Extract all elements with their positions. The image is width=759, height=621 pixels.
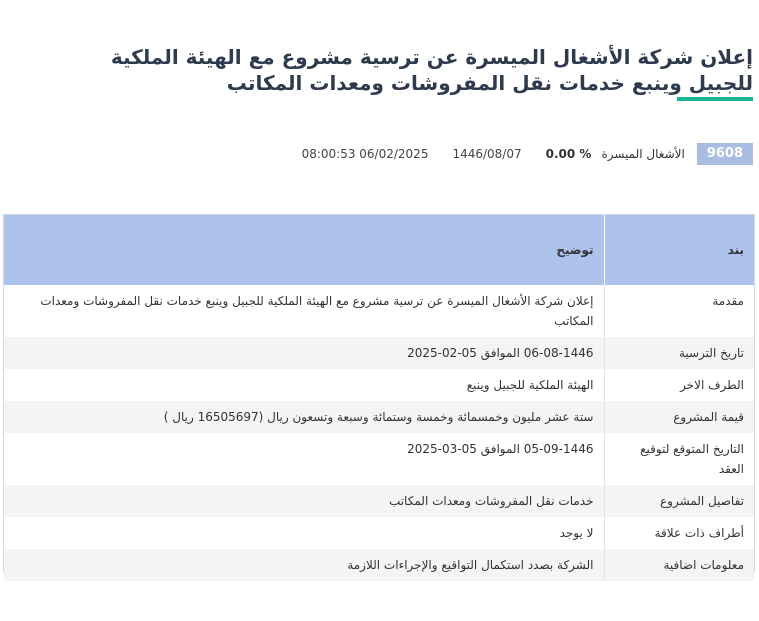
- change-percent: 0.00 %: [545, 147, 592, 161]
- row-key: أطراف ذات علاقة: [604, 517, 754, 549]
- row-value: لا يوجد: [4, 517, 604, 549]
- row-value: ستة عشر مليون وخمسمائة وخمسة وستمائة وسبعة وتسعون ريال (16505697 ريال ): [4, 401, 604, 433]
- table-header-row: [4, 215, 754, 285]
- table-row: [4, 401, 754, 433]
- table-row: [4, 433, 754, 485]
- row-key: تفاصيل المشروع: [604, 485, 754, 517]
- row-value: الهيئة الملكية للجبيل وينبع: [4, 369, 604, 401]
- table-row: [4, 285, 754, 337]
- gregorian-datetime: 08:00:53 06/02/2025: [301, 147, 429, 161]
- row-value: 06-08-1446 الموافق 05-02-2025: [4, 337, 604, 369]
- row-value: 05-09-1446 الموافق 05-03-2025: [4, 433, 604, 485]
- table-row: [4, 369, 754, 401]
- row-key: معلومات اضافية: [604, 549, 754, 581]
- hijri-date: 1446/08/07: [452, 147, 522, 161]
- header-value: توضيح: [4, 215, 604, 285]
- header-key: بند: [604, 215, 754, 285]
- row-key: قيمة المشروع: [604, 401, 754, 433]
- company-code-badge[interactable]: 9608: [697, 143, 753, 165]
- company-name[interactable]: الأشغال الميسرة: [601, 147, 685, 161]
- company-meta-bar: [302, 143, 753, 165]
- table-row: [4, 337, 754, 369]
- row-value: إعلان شركة الأشغال الميسرة عن ترسية مشروع مع الهيئة الملكية للجبيل وينبع خدمات نقل المفروشات ومعدات المكاتب: [4, 285, 604, 337]
- details-table-container: [3, 214, 755, 573]
- row-value: الشركة بصدد استكمال التواقيع والإجراءات اللازمة: [4, 549, 604, 581]
- row-key: الطرف الاخر: [604, 369, 754, 401]
- table-row: [4, 485, 754, 517]
- announcement-title: إعلان شركة الأشغال الميسرة عن ترسية مشروع مع الهيئة الملكية للجبيل وينبع خدمات نقل المفروشات ومعدات المكاتب: [110, 45, 753, 95]
- row-key: التاريخ المتوقع لتوقيع العقد: [604, 433, 754, 485]
- details-table: [4, 215, 754, 581]
- title-underline: [677, 97, 753, 101]
- row-value: خدمات نقل المفروشات ومعدات المكاتب: [4, 485, 604, 517]
- table-row: [4, 549, 754, 581]
- table-row: [4, 517, 754, 549]
- row-key: تاريخ الترسية: [604, 337, 754, 369]
- row-key: مقدمة: [604, 285, 754, 337]
